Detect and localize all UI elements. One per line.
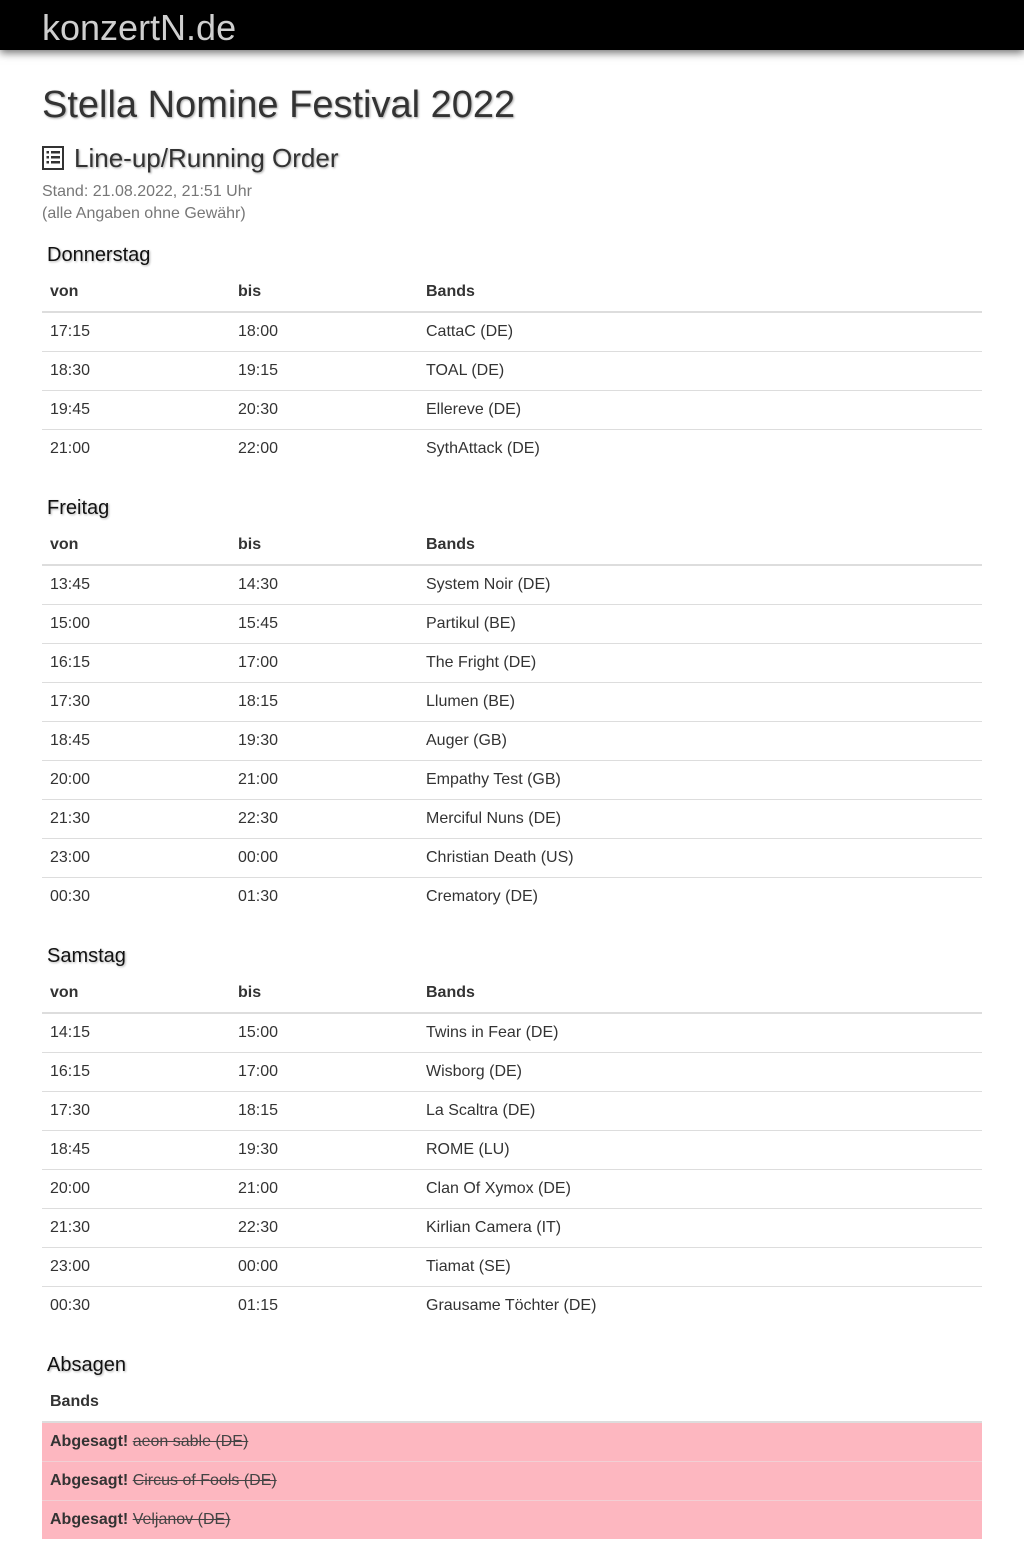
table-row	[42, 721, 982, 760]
cell-bis: 22:30	[230, 799, 418, 838]
cell-von: 15:00	[42, 604, 230, 643]
cell-band: Crematory (DE)	[418, 877, 982, 916]
cell-von: 17:30	[42, 1091, 230, 1130]
cell-von: 21:30	[42, 799, 230, 838]
cell-von: 18:45	[42, 1130, 230, 1169]
table-row	[42, 1169, 982, 1208]
cell-band: Tiamat (SE)	[418, 1247, 982, 1286]
list-icon	[42, 146, 64, 170]
table-row	[42, 643, 982, 682]
cell-von: 00:30	[42, 1286, 230, 1325]
cell-bis: 21:00	[230, 760, 418, 799]
cell-von: 23:00	[42, 838, 230, 877]
cell-band: The Fright (DE)	[418, 643, 982, 682]
cell-bis: 19:30	[230, 1130, 418, 1169]
table-row	[42, 1247, 982, 1286]
header-bands: Bands	[418, 273, 982, 312]
cell-bis: 15:45	[230, 604, 418, 643]
cell-von: 20:00	[42, 1169, 230, 1208]
table-row	[42, 312, 982, 351]
cell-bis: 15:00	[238, 1023, 279, 1041]
cell-band: Twins in Fear (DE)	[426, 1023, 559, 1041]
cell-von: 21:00	[42, 429, 230, 468]
cell-von: 21:30	[42, 1208, 230, 1247]
subtitle-label: Line-up/Running Order	[74, 143, 339, 173]
cell-band: Empathy Test (GB)	[418, 760, 982, 799]
table-row	[42, 877, 982, 916]
schedule-table-donnerstag	[42, 273, 982, 468]
cell-von: 19:45	[42, 390, 230, 429]
cell-bis: 17:00	[230, 1052, 418, 1091]
cell-von: 16:15	[42, 1052, 230, 1091]
table-header-row	[42, 974, 982, 1013]
navbar	[0, 0, 1024, 50]
page-subtitle	[42, 142, 339, 174]
cancelled-cell	[42, 1422, 982, 1461]
cell-bis: 18:15	[230, 1091, 418, 1130]
cancelled-band: aeon sable (DE)	[132, 1432, 249, 1450]
day-title-samstag: Samstag	[47, 945, 126, 967]
cancelled-label: Abgesagt!	[50, 1432, 129, 1450]
day-title-donnerstag: Donnerstag	[47, 244, 151, 266]
cell-von: 14:15	[50, 1023, 91, 1041]
header-bands: Bands	[418, 974, 982, 1013]
table-row	[42, 760, 982, 799]
cell-band: CattaC (DE)	[426, 322, 514, 340]
cell-von: 16:15	[42, 643, 230, 682]
header-von: von	[42, 526, 230, 565]
cell-band: Partikul (BE)	[418, 604, 982, 643]
cell-band: Kirlian Camera (IT)	[418, 1208, 982, 1247]
table-row	[42, 1052, 982, 1091]
cell-von: 17:30	[42, 682, 230, 721]
cell-von: 13:45	[50, 575, 91, 593]
cancelled-label: Abgesagt!	[50, 1510, 129, 1528]
table-row	[42, 682, 982, 721]
cell-bis: 18:00	[238, 322, 279, 340]
header-bis: bis	[230, 273, 418, 312]
table-row	[42, 1091, 982, 1130]
cancelled-band: Circus of Fools (DE)	[132, 1471, 277, 1489]
table-header-row	[42, 273, 982, 312]
cancellations-table	[42, 1383, 982, 1539]
cell-bis: 00:00	[230, 1247, 418, 1286]
schedule-table-samstag	[42, 974, 982, 1325]
cell-von: 00:30	[42, 877, 230, 916]
table-row	[42, 799, 982, 838]
cell-bis: 01:15	[230, 1286, 418, 1325]
cell-band: System Noir (DE)	[426, 575, 551, 593]
cell-bis: 00:00	[230, 838, 418, 877]
table-row	[42, 604, 982, 643]
cell-band: Christian Death (US)	[418, 838, 982, 877]
cancelled-label: Abgesagt!	[50, 1471, 129, 1489]
schedule-table-freitag	[42, 526, 982, 916]
cell-band: Llumen (BE)	[418, 682, 982, 721]
cancelled-row	[42, 1500, 982, 1539]
cell-bis: 19:30	[230, 721, 418, 760]
table-row	[42, 429, 982, 468]
table-header-row	[42, 1383, 982, 1422]
cell-band: Grausame Töchter (DE)	[418, 1286, 982, 1325]
header-bis: bis	[230, 526, 418, 565]
header-bands: Bands	[42, 1383, 982, 1422]
cell-band: ROME (LU)	[418, 1130, 982, 1169]
cancelled-cell	[42, 1500, 982, 1539]
table-row	[42, 1208, 982, 1247]
cancelled-cell	[42, 1461, 982, 1500]
cell-band: La Scaltra (DE)	[418, 1091, 982, 1130]
cell-band: Clan Of Xymox (DE)	[418, 1169, 982, 1208]
cell-band: Merciful Nuns (DE)	[418, 799, 982, 838]
table-row	[42, 1286, 982, 1325]
cell-band: TOAL (DE)	[418, 351, 982, 390]
cell-von: 18:45	[42, 721, 230, 760]
cancelled-band: Veljanov (DE)	[132, 1510, 231, 1528]
cell-bis: 22:30	[230, 1208, 418, 1247]
cell-band: Ellereve (DE)	[418, 390, 982, 429]
cancelled-row	[42, 1422, 982, 1461]
cell-bis: 18:15	[230, 682, 418, 721]
cancelled-row	[42, 1461, 982, 1500]
table-row	[42, 838, 982, 877]
cell-von: 17:15	[50, 322, 91, 340]
header-von: von	[42, 974, 230, 1013]
cell-bis: 19:15	[230, 351, 418, 390]
meta-info	[42, 181, 252, 225]
table-row	[42, 351, 982, 390]
cell-band: Auger (GB)	[418, 721, 982, 760]
cell-von: 23:00	[42, 1247, 230, 1286]
disclaimer-text: (alle Angaben ohne Gewähr)	[42, 205, 246, 222]
header-von: von	[42, 273, 230, 312]
page-title: Stella Nomine Festival 2022	[42, 84, 516, 126]
updated-text: Stand: 21.08.2022, 21:51 Uhr	[42, 183, 252, 200]
cell-von: 20:00	[42, 760, 230, 799]
table-row	[42, 1130, 982, 1169]
header-bands: Bands	[418, 526, 982, 565]
cancellations-title: Absagen	[47, 1354, 126, 1376]
brand-link[interactable]: konzertN.de	[42, 7, 237, 48]
table-header-row	[42, 526, 982, 565]
cell-band: Wisborg (DE)	[418, 1052, 982, 1091]
cell-bis: 17:00	[230, 643, 418, 682]
cell-bis: 01:30	[230, 877, 418, 916]
cell-bis: 20:30	[230, 390, 418, 429]
cell-bis: 22:00	[230, 429, 418, 468]
cell-bis: 21:00	[230, 1169, 418, 1208]
cell-von: 18:30	[42, 351, 230, 390]
table-row	[42, 565, 982, 604]
table-row	[42, 390, 982, 429]
day-title-freitag: Freitag	[47, 497, 110, 519]
table-row	[42, 1013, 982, 1052]
cell-bis: 14:30	[238, 575, 279, 593]
cell-band: SythAttack (DE)	[418, 429, 982, 468]
header-bis: bis	[230, 974, 418, 1013]
